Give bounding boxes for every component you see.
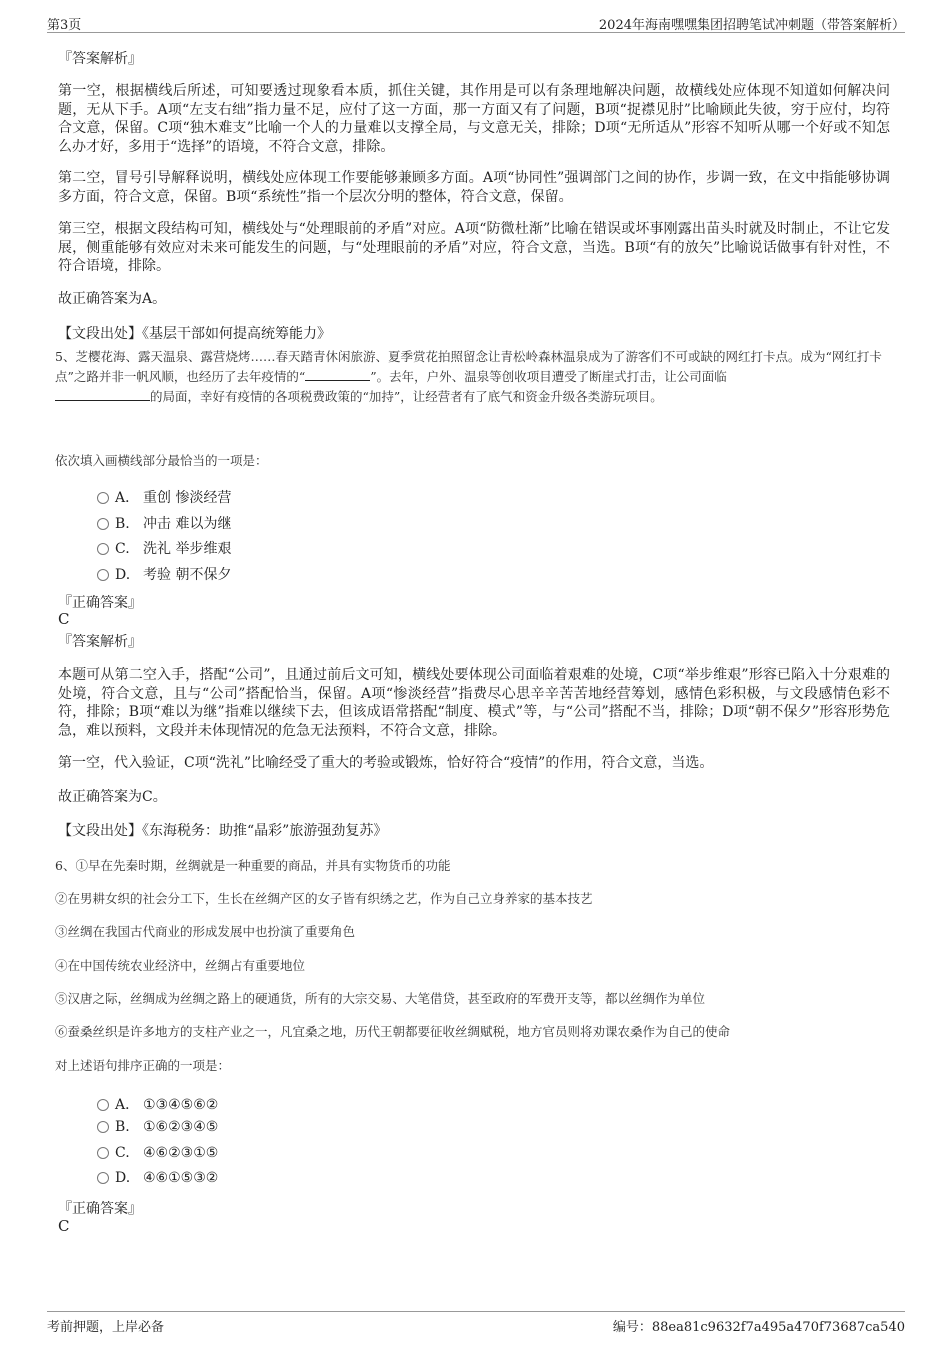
question-5-prompt: 依次填入画横线部分最恰当的一项是： bbox=[55, 453, 268, 468]
correct-answer-value: C bbox=[58, 610, 70, 628]
q5-option-a[interactable]: A． 重创 惨淡经营 bbox=[97, 487, 231, 507]
q6-option-a[interactable]: A． ①③④⑤⑥② bbox=[97, 1094, 218, 1114]
q6-option-d[interactable]: D. ④⑥①⑤③② bbox=[97, 1170, 218, 1186]
source-citation: 【文段出处】《基层干部如何提高统筹能力》 bbox=[58, 326, 331, 342]
q6-sentence-1: 6、①早在先秦时期，丝绸就是一种重要的商品，并具有实物货币的功能 bbox=[55, 858, 451, 873]
q6-sentence-3: ③丝绸在我国古代商业的形成发展中也扮演了重要角色 bbox=[55, 924, 356, 939]
answer-conclusion: 故正确答案为A。 bbox=[58, 291, 167, 307]
correct-answer-label: 『正确答案』 bbox=[58, 1201, 142, 1217]
q6-option-b[interactable]: B. ①⑥②③④⑤ bbox=[97, 1119, 218, 1135]
page-header bbox=[47, 12, 905, 33]
radio-icon[interactable] bbox=[97, 1121, 109, 1133]
radio-icon[interactable] bbox=[97, 1147, 109, 1159]
q5-option-b[interactable]: B. 冲击 难以为继 bbox=[97, 513, 231, 533]
radio-icon[interactable] bbox=[97, 543, 109, 555]
q5-analysis-para-1: 本题可从第二空入手，搭配“公司”，且通过前后文可知，横线处要体现公司面临着艰难的处境，C项“举步维艰”形容已陷入十分艰难的处境，符合文意，且与“公司”搭配恰当，保留。A项“惨淡经营”指费尽心思辛辛苦苦地经营筹划，感情色彩积极，与文段感情色彩不符，排除；B项“难以为继”指难以继续下去，但该成语常搭配“制度、模式”等，与“公司”搭配不当，排除；D项“朝不保夕”形容形势危急，难以预料，文段并未体现情况的危急无法预料，不符合文意，排除。 bbox=[58, 667, 890, 739]
page-number: 第3页 bbox=[47, 18, 82, 33]
q6-sentence-5: ⑤汉唐之际，丝绸成为丝绸之路上的硬通货，所有的大宗交易、大笔借贷，甚至政府的军费开支等，都以丝绸作为单位 bbox=[55, 991, 706, 1006]
analysis-para-2: 第二空，冒号引导解释说明，横线处应体现工作要能够兼顾多方面。A项“协同性”强调部门之间的协作，步调一致，在文中指能够协调多方面，符合文意，保留。B项“系统性”指一个层次分明的整体，符合文意，保留。 bbox=[58, 170, 890, 205]
analysis-label: 『答案解析』 bbox=[58, 51, 142, 67]
doc-code: 编号：88ea81c9632f7a495a470f73687ca540 bbox=[612, 1320, 905, 1335]
q5-option-c[interactable]: C. 洗礼 举步维艰 bbox=[97, 538, 231, 558]
analysis-para-3: 第三空，根据文段结构可知，横线处与“处理眼前的矛盾”对应。A项“防微杜渐”比喻在错误或坏事刚露出苗头时就及时制止，不让它发展，侧重能够有效应对未来可能发生的问题，与“处理眼前的矛盾”对应，符合文意，当选。B项“有的放矢”比喻说话做事有针对性，不符合语境，排除。 bbox=[58, 221, 890, 274]
radio-icon[interactable] bbox=[97, 1099, 109, 1111]
question-5-stem: 5、芝樱花海、露天温泉、露营烧烤……春天踏青休闲旅游、夏季赏花拍照留念让青松岭森林温泉成为了游客们不可或缺的网红打卡点。成为“网红打卡点”之路并非一帆风顺，也经历了去年疫情的“ ”。去年，户外、温泉等创收项目遭受了断崖式打击，让公司面临 的局面，幸好有疫情的各项税费政策的“加持”，让经营者有了底气和资金升级各类游玩项目。 bbox=[55, 349, 882, 404]
q6-sentence-2: ②在男耕女织的社会分工下，生长在丝绸产区的女子皆有织绣之艺，作为自己立身养家的基本技艺 bbox=[55, 891, 593, 906]
analysis-label: 『答案解析』 bbox=[58, 634, 142, 650]
radio-icon[interactable] bbox=[97, 492, 109, 504]
analysis-para-1: 第一空，根据横线后所述，可知要透过现象看本质，抓住关键，其作用是可以有条理地解决问题，故横线处应体现不知道如何解决问题，无从下手。A项“左支右绌”指力量不足，应付了这一方面，那一方面又有了问题，B项“捉襟见肘”比喻顾此失彼，穷于应付，均符合文意，保留。C项“独木难支”比喻一个人的力量难以支撑全局，与文意无关，排除；D项“无所适从”形容不知听从哪一个好或不知怎么办才好，多用于“选择”的语境，不符合文意，排除。 bbox=[58, 83, 890, 155]
question-6-prompt: 对上述语句排序正确的一项是： bbox=[55, 1058, 231, 1073]
q6-option-c[interactable]: C. ④⑥②③①⑤ bbox=[97, 1145, 218, 1161]
q6-sentence-4: ④在中国传统农业经济中，丝绸占有重要地位 bbox=[55, 958, 306, 973]
footer-slogan: 考前押题，上岸必备 bbox=[47, 1320, 165, 1335]
q5-source: 【文段出处】《东海税务：助推“晶彩”旅游强劲复苏》 bbox=[58, 823, 388, 839]
correct-answer-label: 『正确答案』 bbox=[58, 595, 142, 611]
blank-1 bbox=[305, 368, 370, 381]
doc-title: 2024年海南嘿嘿集团招聘笔试冲刺题（带答案解析） bbox=[598, 18, 905, 33]
q5-option-d[interactable]: D. 考验 朝不保夕 bbox=[97, 564, 231, 584]
radio-icon[interactable] bbox=[97, 518, 109, 530]
radio-icon[interactable] bbox=[97, 1172, 109, 1184]
q5-conclusion: 故正确答案为C。 bbox=[58, 789, 167, 805]
q6-sentence-6: ⑥蚕桑丝织是许多地方的支柱产业之一，凡宜桑之地，历代王朝都要征收丝绸赋税，地方官员则将劝课农桑作为自己的使命 bbox=[55, 1024, 731, 1039]
correct-answer-value: C bbox=[58, 1217, 70, 1235]
radio-icon[interactable] bbox=[97, 569, 109, 581]
q5-analysis-para-2: 第一空，代入验证，C项“洗礼”比喻经受了重大的考验或锻炼，恰好符合“疫情”的作用，符合文意，当选。 bbox=[58, 755, 714, 771]
page-footer bbox=[47, 1311, 905, 1336]
blank-2 bbox=[55, 388, 150, 401]
